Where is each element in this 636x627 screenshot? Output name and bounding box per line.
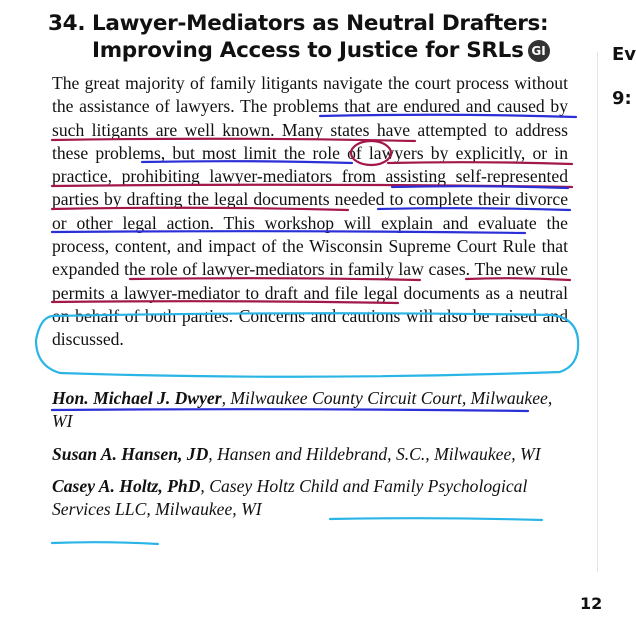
- speaker-name: Casey A. Holtz, PhD: [52, 475, 201, 496]
- underline-red: [52, 139, 415, 141]
- speaker-affiliation: , Milwaukee County Circuit Court, Milwaukee, WI: [52, 388, 553, 432]
- heading-line-2: Improving Access to Justice for SRLs: [92, 38, 524, 63]
- underline-blue: [52, 231, 525, 233]
- highlight-loop: [36, 313, 578, 377]
- underline-red: [388, 162, 572, 164]
- underline-red: [52, 208, 348, 210]
- underline-red: [52, 301, 398, 303]
- speaker-name: Hon. Michael J. Dwyer: [52, 388, 222, 408]
- description-sentence-2: The problems that are endured and caused by such litigants are well known.: [52, 96, 568, 140]
- next-column-fragment-top: Ev: [612, 44, 636, 65]
- underline-red: [466, 278, 570, 280]
- gi-badge-icon: GI: [528, 40, 550, 62]
- description-sentence-5: The new rule permits a lawyer-mediator to draft and file legal documents as a neutral on behalf of both parties. Concerns and cautions will also be raised and discussed.: [52, 259, 568, 350]
- underline-blue: [142, 161, 352, 163]
- underline-blue: [52, 409, 528, 411]
- speaker-affiliation: , Hansen and Hildebrand, S.C., Milwaukee, WI: [208, 443, 541, 464]
- underline-cyan: [330, 518, 542, 520]
- next-column-fragment-bottom: 9:: [612, 88, 632, 109]
- speaker-affiliation: , Casey Holtz Child and Family Psychological Services LLC, Milwaukee, WI: [52, 475, 528, 520]
- description-sentence-4: This workshop will explain and evaluate the process, content, and impact of the Wisconsin Supreme Court Rule that expanded the role of lawyer-mediators in family law cases.: [52, 212, 568, 280]
- underline-blue: [392, 186, 568, 188]
- speaker-name: Susan A. Hansen, JD: [52, 443, 209, 464]
- description-sentence-1: The great majority of family litigants navigate the court process without the assistance of lawyers.: [52, 73, 568, 117]
- underline-red: [130, 278, 420, 280]
- underline-cyan: [52, 542, 158, 544]
- description-sentence-3: Many states have attempted to address these problems, but most limit the role of lawyers by explicitly, or in practice, prohibiting lawyer-mediators from assisting self-represented parties by drafting the legal documents needed to complete their divorce or other legal action.: [52, 119, 568, 233]
- session-number: 34.: [48, 11, 86, 36]
- underline-blue: [378, 208, 570, 210]
- circle-but: [351, 141, 391, 165]
- heading-line-1: Lawyer-Mediators as Neutral Drafters:: [92, 11, 549, 36]
- underline-blue: [320, 115, 576, 117]
- page-number: 12: [580, 594, 603, 613]
